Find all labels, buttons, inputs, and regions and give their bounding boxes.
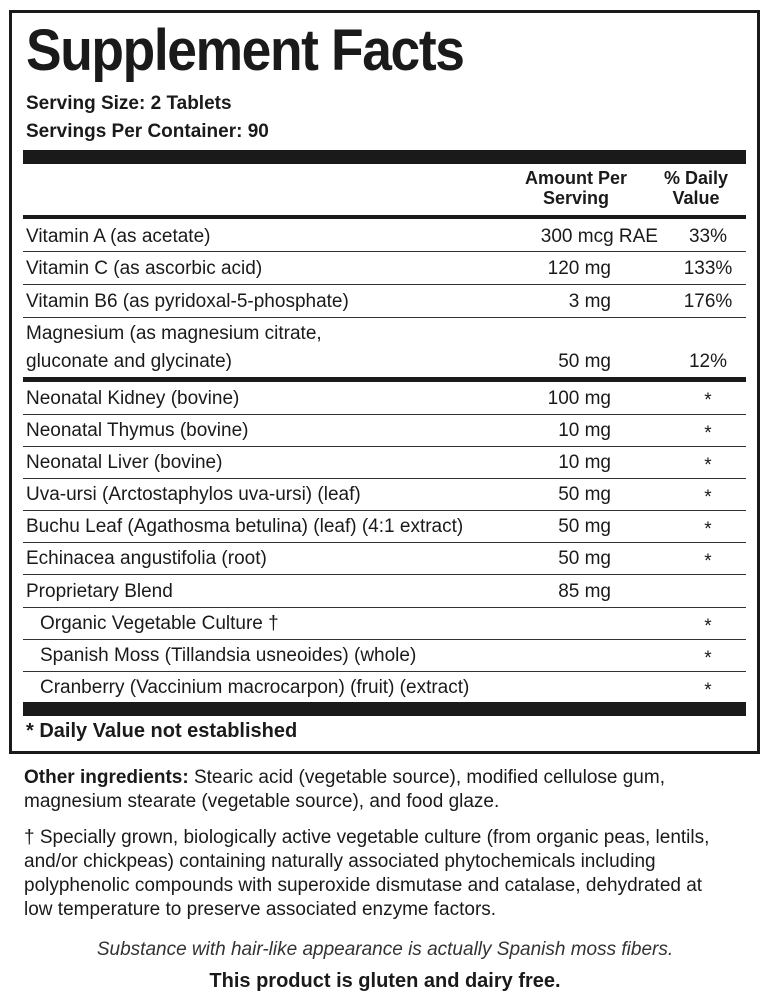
serving-size: Serving Size: 2 Tablets: [26, 93, 232, 114]
ingredient-amount: 100 mg: [547, 388, 611, 409]
dagger-line: low temperature to preserve associated enzyme factors.: [24, 899, 497, 920]
supplement-facts-panel: [9, 10, 760, 754]
ingredient-row: [23, 575, 746, 608]
dagger-line: and/or chickpeas) containing naturally associated phytochemicals including: [24, 851, 656, 872]
nutrient-row: [23, 285, 746, 318]
ingredient-amount: 10 mg: [558, 452, 611, 473]
other-ingredients-text1: Stearic acid (vegetable source), modified cellulose gum,: [188, 767, 665, 788]
nutrient-amount: 50 mg: [558, 351, 611, 372]
dagger-line: † Specially grown, biologically active vegetable culture (from organic peas, lentils,: [24, 827, 710, 848]
ingredient-name: Organic Vegetable Culture †: [40, 613, 279, 634]
ingredient-dv: *: [704, 551, 712, 572]
nutrient-row: [23, 252, 746, 285]
ingredient-dv: *: [704, 680, 712, 701]
ingredient-row: [23, 447, 746, 479]
other-ingredients-label: Other ingredients:: [24, 767, 189, 788]
other-ingredients-line1: [24, 766, 764, 790]
nutrient-dv: 33%: [688, 226, 728, 247]
dv-header-line1: % Daily: [663, 168, 729, 188]
nutrient-dv: 12%: [688, 351, 728, 372]
servings-per-container: Servings Per Container: 90: [26, 121, 269, 142]
ingredient-name: Uva-ursi (Arctostaphylos uva-ursi) (leaf): [26, 484, 361, 505]
ingredient-row: [23, 479, 746, 511]
ingredient-dv: *: [704, 519, 712, 540]
ingredient-row: [23, 543, 746, 575]
ingredient-amount: 50 mg: [558, 548, 611, 569]
ingredient-dv: *: [704, 423, 712, 444]
ingredient-amount: 85 mg: [558, 581, 611, 602]
ingredient-name: Cranberry (Vaccinium macrocarpon) (fruit) (extract): [40, 677, 470, 698]
ingredient-dv: *: [704, 390, 712, 411]
amount-header-line2: Serving: [542, 188, 610, 208]
blend-ingredient-row: [23, 640, 746, 672]
ingredient-row: [23, 382, 746, 415]
other-ingredients-text2: magnesium stearate (vegetable source), and food glaze.: [24, 791, 500, 812]
ingredient-name: Neonatal Liver (bovine): [26, 452, 223, 473]
ingredient-dv: *: [704, 648, 712, 669]
top-thick-rule: [23, 150, 746, 164]
bottom-thick-rule: [23, 702, 746, 716]
ingredient-amount: 50 mg: [558, 516, 611, 537]
ingredient-name: Buchu Leaf (Agathosma betulina) (leaf) (4:1 extract): [26, 516, 464, 537]
ingredient-row: [23, 511, 746, 543]
gluten-dairy-free-note: This product is gluten and dairy free.: [209, 970, 561, 992]
nutrient-name: Vitamin A (as acetate): [26, 226, 211, 247]
spanish-moss-note: Substance with hair-like appearance is actually Spanish moss fibers.: [96, 939, 674, 960]
daily-value-note: * Daily Value not established: [26, 720, 298, 742]
nutrient-dv: 176%: [683, 291, 733, 312]
ingredient-dv: *: [704, 487, 712, 508]
ingredient-dv: *: [704, 455, 712, 476]
nutrient-amount: 3 mg: [568, 291, 611, 312]
ingredient-name: Neonatal Thymus (bovine): [26, 420, 249, 441]
nutrient-name-line2: gluconate and glycinate): [26, 351, 232, 372]
daily-value-header: [648, 168, 744, 208]
blend-ingredient-row: [23, 608, 746, 640]
ingredient-amount: 10 mg: [558, 420, 611, 441]
ingredient-name: Spanish Moss (Tillandsia usneoides) (whole): [40, 645, 417, 666]
amount-per-serving-header: [524, 168, 628, 208]
ingredient-name: Proprietary Blend: [26, 581, 173, 602]
nutrient-name: Vitamin B6 (as pyridoxal-5-phosphate): [26, 291, 349, 312]
nutrient-amount: 300 mcg RAE: [540, 226, 658, 247]
blend-ingredient-row: [23, 672, 746, 703]
other-ingredients: [24, 766, 764, 814]
amount-header-line1: Amount Per: [524, 168, 627, 188]
ingredient-dv: *: [704, 616, 712, 637]
nutrient-dv: 133%: [683, 258, 733, 279]
ingredient-amount: 50 mg: [558, 484, 611, 505]
panel-title: Supplement Facts: [26, 18, 464, 83]
dv-header-line2: Value: [672, 188, 720, 208]
ingredient-name: Neonatal Kidney (bovine): [26, 388, 240, 409]
nutrient-amount: 120 mg: [547, 258, 611, 279]
ingredient-row: [23, 415, 746, 447]
nutrient-row: [23, 318, 746, 378]
nutrient-row: [23, 219, 746, 252]
dagger-footnote: [24, 826, 764, 922]
nutrient-name: Vitamin C (as ascorbic acid): [26, 258, 263, 279]
nutrient-name-line1: Magnesium (as magnesium citrate,: [26, 323, 322, 344]
ingredient-name: Echinacea angustifolia (root): [26, 548, 267, 569]
dagger-line: polyphenolic compounds with superoxide dismutase and catalase, dehydrated at: [24, 875, 703, 896]
